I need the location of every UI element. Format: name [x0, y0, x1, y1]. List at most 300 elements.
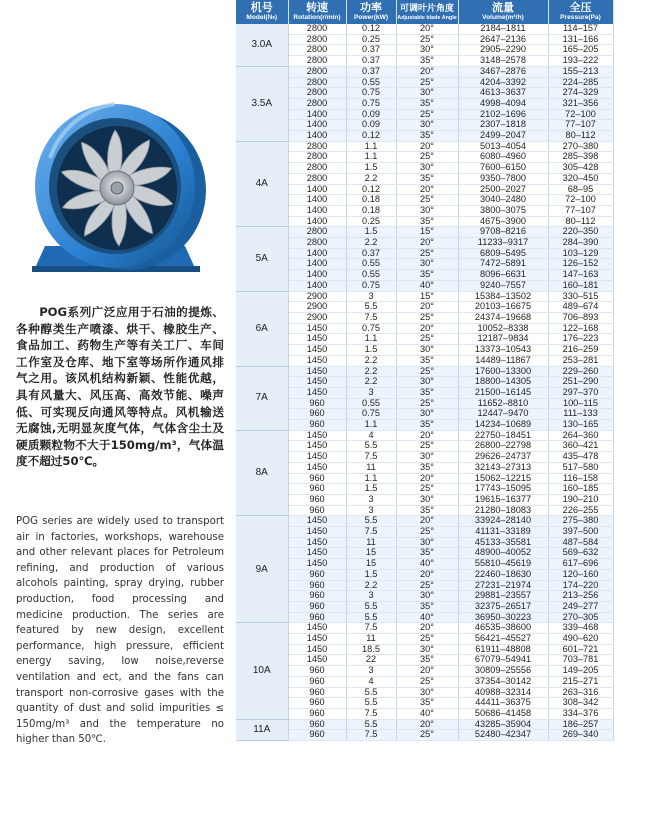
cell-power: 0.12 [346, 24, 396, 34]
cell-pressure: 160–181 [548, 280, 613, 291]
cell-blade-angle: 30° [396, 537, 458, 548]
cell-blade-angle: 20° [396, 184, 458, 195]
cell-power: 2.2 [346, 173, 396, 184]
header-pressure [548, 0, 613, 24]
cell-volume: 19615–16377 [458, 494, 548, 505]
cell-power: 0.09 [346, 120, 396, 131]
cell-rotation: 1450 [288, 377, 346, 388]
cell-volume: 6080–4960 [458, 152, 548, 163]
table-row [236, 612, 613, 623]
cell-power: 2.2 [346, 355, 396, 366]
cell-power: 0.75 [346, 98, 396, 109]
cell-pressure: 126–152 [548, 259, 613, 270]
cell-rotation: 2800 [288, 152, 346, 163]
cell-rotation: 960 [288, 494, 346, 505]
header-power-cn: 功率 [360, 1, 382, 14]
cell-volume: 2307–1818 [458, 120, 548, 131]
cell-blade-angle: 30° [396, 88, 458, 99]
cell-pressure: 320–450 [548, 173, 613, 184]
cell-volume: 9240–7557 [458, 280, 548, 291]
cell-model: 6A [236, 291, 288, 366]
cell-rotation: 1400 [288, 195, 346, 206]
cell-pressure: 130–165 [548, 420, 613, 431]
cell-blade-angle: 35° [396, 56, 458, 67]
cell-pressure: 147–163 [548, 270, 613, 281]
cell-blade-angle: 35° [396, 548, 458, 559]
cell-pressure: 617–696 [548, 559, 613, 570]
cell-power: 1.5 [346, 227, 396, 238]
cell-pressure: 220–350 [548, 227, 613, 238]
cell-blade-angle: 30° [396, 591, 458, 602]
cell-rotation: 960 [288, 730, 346, 741]
cell-blade-angle: 25° [396, 366, 458, 377]
table-row [236, 248, 613, 259]
table-row [236, 195, 613, 206]
cell-blade-angle: 15° [396, 227, 458, 238]
cell-volume: 2102–1696 [458, 109, 548, 120]
cell-blade-angle: 20° [396, 302, 458, 313]
cell-pressure: 269–340 [548, 730, 613, 741]
cell-blade-angle: 20° [396, 323, 458, 334]
table-row [236, 131, 613, 142]
cell-pressure: 330–515 [548, 291, 613, 302]
table-row [236, 270, 613, 281]
cell-power: 11 [346, 462, 396, 473]
table-row [236, 173, 613, 184]
cell-pressure: 155–213 [548, 66, 613, 77]
cell-model: 7A [236, 366, 288, 430]
table-row [236, 398, 613, 409]
cell-volume: 11233–9317 [458, 238, 548, 249]
cell-pressure: 193–222 [548, 56, 613, 67]
cell-power: 5.5 [346, 441, 396, 452]
cell-power: 0.55 [346, 77, 396, 88]
cell-power: 3 [346, 494, 396, 505]
cell-volume: 7600–6150 [458, 163, 548, 174]
cell-pressure: 490–620 [548, 634, 613, 645]
cell-volume: 55810–45619 [458, 559, 548, 570]
table-row [236, 184, 613, 195]
cell-blade-angle: 25° [396, 634, 458, 645]
cell-rotation: 960 [288, 505, 346, 516]
cell-blade-angle: 35° [396, 173, 458, 184]
table-row [236, 280, 613, 291]
cell-volume: 18800–14305 [458, 377, 548, 388]
cell-pressure: 275–380 [548, 516, 613, 527]
cell-volume: 26800–22798 [458, 441, 548, 452]
cell-volume: 6809–5495 [458, 248, 548, 259]
cell-power: 1.1 [346, 473, 396, 484]
cell-rotation: 1450 [288, 559, 346, 570]
header-volume [458, 0, 548, 24]
table-row [236, 387, 613, 398]
table-row [236, 548, 613, 559]
table-row [236, 355, 613, 366]
fan-icon [20, 98, 215, 278]
table-row [236, 623, 613, 634]
cell-rotation: 1400 [288, 216, 346, 227]
table-row [236, 516, 613, 527]
cell-volume: 3040–2480 [458, 195, 548, 206]
cell-pressure: 308–342 [548, 698, 613, 709]
cell-pressure: 274–329 [548, 88, 613, 99]
cell-volume: 45133–35581 [458, 537, 548, 548]
table-row [236, 462, 613, 473]
cell-rotation: 2800 [288, 34, 346, 45]
cell-blade-angle: 30° [396, 120, 458, 131]
cell-pressure: 174–220 [548, 580, 613, 591]
table-row [236, 452, 613, 463]
header-power [346, 0, 396, 24]
cell-power: 0.37 [346, 66, 396, 77]
cell-volume: 14489–11867 [458, 355, 548, 366]
cell-pressure: 487–584 [548, 537, 613, 548]
cell-pressure: 120–160 [548, 569, 613, 580]
table-row [236, 152, 613, 163]
cell-power: 5.5 [346, 687, 396, 698]
cell-model: 11A [236, 719, 288, 740]
cell-pressure: 321–356 [548, 98, 613, 109]
cell-blade-angle: 20° [396, 516, 458, 527]
cell-volume: 21280–18083 [458, 505, 548, 516]
cell-blade-angle: 35° [396, 355, 458, 366]
cell-pressure: 264–360 [548, 430, 613, 441]
cell-volume: 29881–23557 [458, 591, 548, 602]
cell-blade-angle: 40° [396, 280, 458, 291]
cell-rotation: 2900 [288, 312, 346, 323]
cell-volume: 40988–32314 [458, 687, 548, 698]
table-row [236, 666, 613, 677]
cell-volume: 11652–8810 [458, 398, 548, 409]
cell-power: 11 [346, 537, 396, 548]
cell-blade-angle: 25° [396, 248, 458, 259]
description-cn-text: POG系列广泛应用于石油的提炼、各种醇类生产喷漆、烘干、橡胶生产、食品加工、药物生产等有关工厂、车间工作室及仓库、地下室等场所作通风排气之用。该风机结构新颖、性能优越，具有风量大、风压高、高效节能、噪声低、可实现反向通风等特点。风机输送无腐蚀,无明显灰度气体，气体含尘土及硬质颗粒物不大于150mg/m³，气体温度不超过50℃。 [16, 305, 224, 469]
cell-pressure: 263–316 [548, 687, 613, 698]
cell-power: 7.5 [346, 312, 396, 323]
cell-rotation: 1400 [288, 205, 346, 216]
cell-rotation: 2800 [288, 141, 346, 152]
table-body [236, 24, 613, 741]
cell-blade-angle: 25° [396, 441, 458, 452]
table-row [236, 98, 613, 109]
cell-rotation: 1450 [288, 527, 346, 538]
cell-rotation: 1450 [288, 452, 346, 463]
table-row [236, 34, 613, 45]
cell-pressure: 114–157 [548, 24, 613, 34]
cell-pressure: 72–100 [548, 109, 613, 120]
table-row [236, 473, 613, 484]
cell-pressure: 116–158 [548, 473, 613, 484]
table-row [236, 709, 613, 720]
cell-power: 0.37 [346, 45, 396, 56]
cell-power: 1.1 [346, 334, 396, 345]
table-row [236, 687, 613, 698]
cell-power: 3 [346, 666, 396, 677]
cell-pressure: 160–185 [548, 484, 613, 495]
cell-volume: 48900–40052 [458, 548, 548, 559]
cell-rotation: 960 [288, 676, 346, 687]
cell-blade-angle: 40° [396, 709, 458, 720]
cell-blade-angle: 35° [396, 216, 458, 227]
cell-blade-angle: 20° [396, 666, 458, 677]
cell-blade-angle: 30° [396, 452, 458, 463]
cell-volume: 36950–30223 [458, 612, 548, 623]
cell-volume: 8096–6631 [458, 270, 548, 281]
cell-pressure: 297–370 [548, 387, 613, 398]
cell-volume: 21500–16145 [458, 387, 548, 398]
cell-blade-angle: 35° [396, 98, 458, 109]
cell-rotation: 960 [288, 666, 346, 677]
table-row [236, 527, 613, 538]
cell-power: 0.25 [346, 216, 396, 227]
cell-power: 4 [346, 676, 396, 687]
table-row [236, 580, 613, 591]
cell-rotation: 1450 [288, 548, 346, 559]
table-row [236, 591, 613, 602]
cell-blade-angle: 25° [396, 676, 458, 687]
cell-volume: 14234–10689 [458, 420, 548, 431]
cell-power: 0.75 [346, 280, 396, 291]
cell-volume: 46535–38600 [458, 623, 548, 634]
cell-rotation: 1450 [288, 623, 346, 634]
cell-rotation: 2800 [288, 56, 346, 67]
cell-blade-angle: 30° [396, 494, 458, 505]
table-row [236, 730, 613, 741]
cell-rotation: 2800 [288, 227, 346, 238]
table-row [236, 77, 613, 88]
cell-power: 5.5 [346, 516, 396, 527]
cell-volume: 17743–15095 [458, 484, 548, 495]
cell-rotation: 2800 [288, 66, 346, 77]
cell-power: 5.5 [346, 612, 396, 623]
cell-blade-angle: 15° [396, 291, 458, 302]
cell-rotation: 960 [288, 601, 346, 612]
cell-pressure: 435–478 [548, 452, 613, 463]
cell-pressure: 517–580 [548, 462, 613, 473]
cell-rotation: 1450 [288, 655, 346, 666]
cell-blade-angle: 30° [396, 409, 458, 420]
cell-rotation: 1450 [288, 387, 346, 398]
table-row [236, 537, 613, 548]
cell-rotation: 2800 [288, 163, 346, 174]
table-row [236, 205, 613, 216]
cell-power: 0.12 [346, 184, 396, 195]
cell-rotation: 1450 [288, 441, 346, 452]
cell-volume: 15384–13502 [458, 291, 548, 302]
table-row [236, 494, 613, 505]
cell-blade-angle: 30° [396, 205, 458, 216]
cell-pressure: 77–107 [548, 120, 613, 131]
cell-blade-angle: 20° [396, 238, 458, 249]
cell-power: 0.37 [346, 56, 396, 67]
cell-blade-angle: 35° [396, 462, 458, 473]
cell-power: 1.5 [346, 569, 396, 580]
cell-power: 7.5 [346, 623, 396, 634]
table-row [236, 216, 613, 227]
header-power-en: Power(kW) [353, 13, 389, 21]
cell-volume: 12187–9834 [458, 334, 548, 345]
cell-power: 22 [346, 655, 396, 666]
cell-blade-angle: 35° [396, 131, 458, 142]
table-row [236, 120, 613, 131]
cell-pressure: 100–115 [548, 398, 613, 409]
cell-power: 0.18 [346, 205, 396, 216]
cell-volume: 52480–42347 [458, 730, 548, 741]
cell-blade-angle: 20° [396, 430, 458, 441]
cell-rotation: 1450 [288, 366, 346, 377]
cell-rotation: 960 [288, 687, 346, 698]
cell-volume: 4675–3900 [458, 216, 548, 227]
table-row [236, 238, 613, 249]
cell-volume: 3467–2876 [458, 66, 548, 77]
header-pressure-en: Pressure(Pa) [560, 13, 601, 21]
cell-pressure: 569–632 [548, 548, 613, 559]
table-row [236, 109, 613, 120]
cell-blade-angle: 20° [396, 569, 458, 580]
cell-volume: 2905–2290 [458, 45, 548, 56]
table-row [236, 66, 613, 77]
cell-power: 5.5 [346, 601, 396, 612]
cell-blade-angle: 25° [396, 484, 458, 495]
cell-blade-angle: 25° [396, 34, 458, 45]
cell-power: 3 [346, 387, 396, 398]
cell-blade-angle: 20° [396, 623, 458, 634]
cell-rotation: 1450 [288, 537, 346, 548]
table-row [236, 227, 613, 238]
cell-pressure: 149–205 [548, 666, 613, 677]
cell-volume: 29626–24737 [458, 452, 548, 463]
table-row [236, 302, 613, 313]
cell-power: 2.2 [346, 377, 396, 388]
cell-volume: 24374–19668 [458, 312, 548, 323]
cell-rotation: 1400 [288, 259, 346, 270]
cell-rotation: 960 [288, 698, 346, 709]
cell-blade-angle: 35° [396, 601, 458, 612]
table-row [236, 366, 613, 377]
cell-volume: 4998–4094 [458, 98, 548, 109]
cell-pressure: 131–166 [548, 34, 613, 45]
header-model-cn: 机号 [250, 1, 273, 14]
cell-rotation: 1450 [288, 634, 346, 645]
header-pressure-cn: 全压 [569, 1, 592, 14]
cell-rotation: 2800 [288, 45, 346, 56]
cell-power: 3 [346, 291, 396, 302]
table-row [236, 323, 613, 334]
cell-power: 15 [346, 548, 396, 559]
cell-blade-angle: 20° [396, 473, 458, 484]
cell-pressure: 270–380 [548, 141, 613, 152]
cell-pressure: 360–421 [548, 441, 613, 452]
cell-volume: 13373–10543 [458, 345, 548, 356]
table-row [236, 56, 613, 67]
cell-volume: 2184–1811 [458, 24, 548, 34]
header-rotation [288, 0, 346, 24]
cell-pressure: 339–468 [548, 623, 613, 634]
cell-blade-angle: 25° [396, 152, 458, 163]
cell-pressure: 213–256 [548, 591, 613, 602]
cell-blade-angle: 30° [396, 644, 458, 655]
cell-rotation: 1450 [288, 516, 346, 527]
cell-blade-angle: 35° [396, 420, 458, 431]
cell-power: 1.1 [346, 152, 396, 163]
cell-rotation: 960 [288, 612, 346, 623]
table-row [236, 345, 613, 356]
cell-volume: 17600–13300 [458, 366, 548, 377]
cell-pressure: 305–428 [548, 163, 613, 174]
cell-rotation: 1400 [288, 120, 346, 131]
table-row [236, 259, 613, 270]
cell-blade-angle: 30° [396, 377, 458, 388]
cell-model: 9A [236, 516, 288, 623]
cell-blade-angle: 25° [396, 730, 458, 741]
cell-rotation: 1450 [288, 323, 346, 334]
cell-pressure: 224–285 [548, 77, 613, 88]
cell-rotation: 1400 [288, 109, 346, 120]
cell-blade-angle: 20° [396, 24, 458, 34]
table-row [236, 484, 613, 495]
cell-blade-angle: 35° [396, 655, 458, 666]
table-row [236, 45, 613, 56]
cell-blade-angle: 35° [396, 270, 458, 281]
cell-pressure: 397–500 [548, 527, 613, 538]
table-row [236, 420, 613, 431]
cell-rotation: 1450 [288, 334, 346, 345]
cell-rotation: 2900 [288, 302, 346, 313]
table-row [236, 163, 613, 174]
cell-blade-angle: 20° [396, 719, 458, 730]
cell-volume: 2647–2136 [458, 34, 548, 45]
cell-volume: 9708–8216 [458, 227, 548, 238]
cell-volume: 37354–30142 [458, 676, 548, 687]
header-volume-en: Volume(m³/h) [482, 13, 524, 21]
cell-power: 2.2 [346, 580, 396, 591]
cell-blade-angle: 35° [396, 505, 458, 516]
cell-volume: 2499–2047 [458, 131, 548, 142]
cell-volume: 7472–5891 [458, 259, 548, 270]
cell-rotation: 1400 [288, 131, 346, 142]
cell-volume: 4613–3637 [458, 88, 548, 99]
cell-blade-angle: 40° [396, 612, 458, 623]
cell-power: 0.18 [346, 195, 396, 206]
cell-pressure: 270–305 [548, 612, 613, 623]
header-model [236, 0, 288, 24]
cell-pressure: 229–260 [548, 366, 613, 377]
cell-pressure: 601–721 [548, 644, 613, 655]
cell-volume: 32143–27313 [458, 462, 548, 473]
table-row [236, 312, 613, 323]
cell-power: 11 [346, 634, 396, 645]
cell-power: 5.5 [346, 719, 396, 730]
cell-rotation: 1450 [288, 462, 346, 473]
table-row [236, 569, 613, 580]
cell-pressure: 706–893 [548, 312, 613, 323]
cell-pressure: 80–112 [548, 131, 613, 142]
table-row [236, 698, 613, 709]
table-row [236, 88, 613, 99]
cell-blade-angle: 25° [396, 527, 458, 538]
cell-rotation: 2800 [288, 173, 346, 184]
cell-rotation: 960 [288, 719, 346, 730]
cell-power: 0.37 [346, 248, 396, 259]
cell-power: 7.5 [346, 709, 396, 720]
table-row [236, 409, 613, 420]
cell-rotation: 1450 [288, 430, 346, 441]
cell-volume: 3148–2578 [458, 56, 548, 67]
cell-volume: 50686–41458 [458, 709, 548, 720]
cell-rotation: 1400 [288, 270, 346, 281]
cell-rotation: 2800 [288, 238, 346, 249]
cell-pressure: 103–129 [548, 248, 613, 259]
